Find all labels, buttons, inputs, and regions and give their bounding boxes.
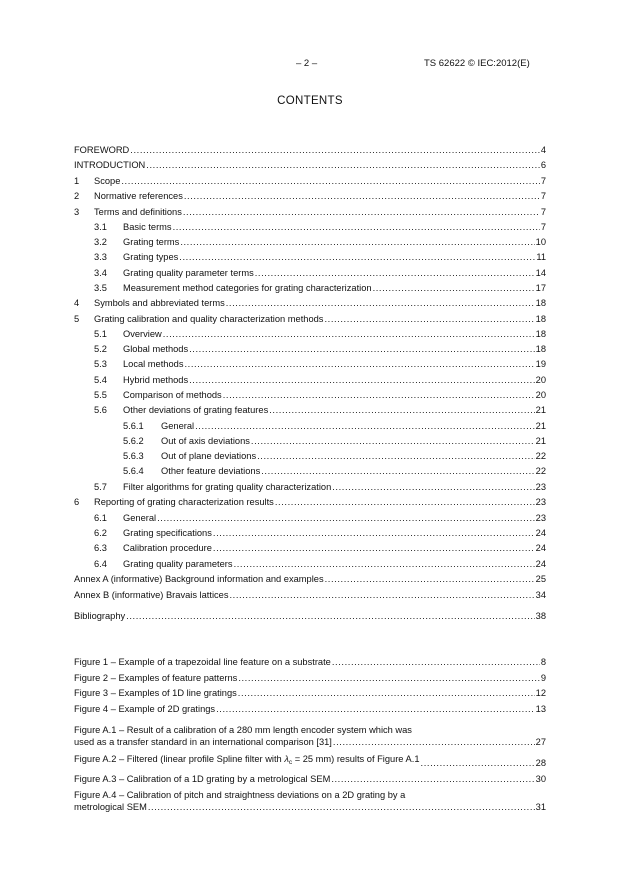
dot-leader xyxy=(226,297,535,309)
toc-entry[interactable] xyxy=(74,204,546,218)
toc-entry-page: 21 xyxy=(535,405,546,415)
toc-entry[interactable] xyxy=(74,280,546,294)
toc-entry-page: 17 xyxy=(535,283,546,293)
toc-entry-label: Grating types xyxy=(123,252,179,262)
toc-entry-page: 8 xyxy=(540,657,546,667)
toc-entry-label: Measurement method categories for grating characterization xyxy=(123,283,372,293)
toc-entry-page: 23 xyxy=(535,497,546,507)
toc-entry-page: 24 xyxy=(535,543,546,553)
dot-leader xyxy=(179,251,535,263)
toc-entry[interactable] xyxy=(74,295,546,309)
toc-entry-page: 22 xyxy=(535,466,546,476)
toc-entry-label: Figure 3 – Examples of 1D line gratings xyxy=(74,688,237,698)
toc-entry-label: Normative references xyxy=(94,191,183,201)
toc-entry-page: 7 xyxy=(540,191,546,201)
dot-leader xyxy=(173,221,540,233)
dot-leader xyxy=(157,512,535,524)
toc-entry-page: 28 xyxy=(535,758,546,768)
toc-entry[interactable] xyxy=(74,188,546,202)
toc-entry-page: 19 xyxy=(535,359,546,369)
toc-entry-label: General xyxy=(161,421,195,431)
dot-leader xyxy=(234,558,535,570)
toc-entry-label: Out of plane deviations xyxy=(161,451,257,461)
toc-entry-page: 24 xyxy=(535,559,546,569)
toc-entry[interactable] xyxy=(74,311,546,325)
toc-entry-page: 24 xyxy=(535,528,546,538)
dot-leader xyxy=(223,389,535,401)
toc-entry-label: Calibration procedure xyxy=(123,543,212,553)
toc-entry-number: 5.6.4 xyxy=(123,466,144,476)
dot-leader xyxy=(332,481,534,493)
toc-entry-page: 20 xyxy=(535,390,546,400)
toc-entry-number: 3.2 xyxy=(94,237,107,247)
dot-leader xyxy=(213,527,535,539)
toc-entry-label: Symbols and abbreviated terms xyxy=(94,298,225,308)
toc-entry-label: Local methods xyxy=(123,359,184,369)
toc-entry-page: 7 xyxy=(540,176,546,186)
toc-entry-page: 31 xyxy=(535,802,546,812)
toc-entry-number: 5.6 xyxy=(94,405,107,415)
toc-entry-label: Out of axis deviations xyxy=(161,436,250,446)
dot-leader xyxy=(189,343,535,355)
dot-leader xyxy=(275,496,535,508)
dot-leader xyxy=(325,573,535,585)
dot-leader xyxy=(195,420,535,432)
toc-entry-label: Overview xyxy=(123,329,162,339)
toc-entry-figure-a3[interactable] xyxy=(74,771,546,785)
toc-entry-page: 4 xyxy=(540,145,546,155)
toc-entry[interactable] xyxy=(74,510,546,524)
toc-entry-number: 1 xyxy=(74,176,80,186)
toc-entry[interactable] xyxy=(74,479,546,493)
toc-entry-page: 12 xyxy=(535,688,546,698)
toc-entry[interactable] xyxy=(74,173,546,187)
toc-entry-label: Hybrid methods xyxy=(123,375,189,385)
toc-entry[interactable] xyxy=(74,249,546,263)
toc-entry-page: 38 xyxy=(535,611,546,621)
toc-entry-page: 18 xyxy=(535,329,546,339)
toc-entry-figure[interactable] xyxy=(74,701,546,715)
toc-entry-page: 23 xyxy=(535,482,546,492)
toc-entry[interactable] xyxy=(74,142,546,156)
toc-entry-number: 3.1 xyxy=(94,222,107,232)
toc-entry-label: Global methods xyxy=(123,344,189,354)
dot-leader xyxy=(261,465,534,477)
toc-entry-figure-a2[interactable] xyxy=(74,755,546,769)
toc-entry-figure[interactable] xyxy=(74,670,546,684)
toc-entry[interactable] xyxy=(74,608,546,622)
toc-entry-number: 3.5 xyxy=(94,283,107,293)
toc-entry-page: 11 xyxy=(536,252,546,262)
toc-entry-page: 7 xyxy=(540,222,546,232)
dot-leader xyxy=(121,175,539,187)
toc-entry-label: Figure A.3 – Calibration of a 1D grating by a metrological SEM xyxy=(74,774,331,784)
toc-entry-figure-a4[interactable] xyxy=(74,789,546,813)
toc-entry[interactable] xyxy=(74,387,546,401)
toc-entry-number: 5.7 xyxy=(94,482,107,492)
toc-entry-label: Annex B (informative) Bravais lattices xyxy=(74,590,229,600)
toc-entry[interactable] xyxy=(74,372,546,386)
dot-leader xyxy=(421,757,535,769)
dot-leader xyxy=(269,404,534,416)
toc-entry-label: Other feature deviations xyxy=(161,466,261,476)
toc-entry-number: 5.2 xyxy=(94,344,107,354)
toc-entry-number: 5 xyxy=(74,314,80,324)
toc-entry-label: FOREWORD xyxy=(74,145,130,155)
toc-entry-label: Figure 1 – Example of a trapezoidal line feature on a substrate xyxy=(74,657,331,667)
toc-entry[interactable] xyxy=(74,326,546,340)
toc-entry-label: Reporting of grating characterization results xyxy=(94,497,274,507)
toc-entry[interactable] xyxy=(74,157,546,171)
dot-leader xyxy=(255,267,535,279)
dot-leader xyxy=(251,435,535,447)
toc-entry-number: 5.1 xyxy=(94,329,107,339)
toc-entry-label: Filter algorithms for grating quality characterization xyxy=(123,482,332,492)
toc-entry-page: 7 xyxy=(540,207,546,217)
toc-entry[interactable] xyxy=(74,402,546,416)
toc-entry-page: 18 xyxy=(535,298,546,308)
dot-leader xyxy=(373,282,535,294)
toc-entry[interactable] xyxy=(74,341,546,355)
dot-leader xyxy=(184,358,534,370)
toc-entry-label: Figure 4 – Example of 2D gratings xyxy=(74,704,216,714)
dot-leader xyxy=(213,542,535,554)
toc-entry[interactable] xyxy=(74,494,546,508)
toc-entry-label: Scope xyxy=(94,176,121,186)
toc-entry-page: 22 xyxy=(535,451,546,461)
toc-entry-number: 6.2 xyxy=(94,528,107,538)
toc-entry-number: 6 xyxy=(74,497,80,507)
dot-leader xyxy=(238,672,540,684)
dot-leader xyxy=(333,736,535,748)
toc-entry-number: 4 xyxy=(74,298,80,308)
toc-entry-page: 25 xyxy=(535,574,546,584)
dot-leader xyxy=(146,159,540,171)
dot-leader xyxy=(230,589,535,601)
toc-entry-page: 21 xyxy=(535,436,546,446)
dot-leader xyxy=(332,656,540,668)
toc-entry-label: Grating calibration and quality characterization methods xyxy=(94,314,324,324)
toc-entry-number: 5.6.3 xyxy=(123,451,144,461)
toc-entry[interactable] xyxy=(74,571,546,585)
toc-entry-label-line2: used as a transfer standard in an international comparison [31] xyxy=(74,737,332,747)
toc-entry-number: 5.3 xyxy=(94,359,107,369)
dot-leader xyxy=(184,190,540,202)
dot-leader xyxy=(183,206,540,218)
toc-entry-page: 9 xyxy=(540,673,546,683)
toc-entry[interactable] xyxy=(74,540,546,554)
toc-entry-page: 20 xyxy=(535,375,546,385)
dot-leader xyxy=(216,703,535,715)
toc-entry-label: Grating quality parameter terms xyxy=(123,268,254,278)
toc-entry[interactable] xyxy=(74,356,546,370)
dot-leader xyxy=(180,236,534,248)
toc-entry-label: Terms and definitions xyxy=(94,207,182,217)
toc-entry-label: Annex A (informative) Background information and examples xyxy=(74,574,324,584)
toc-entry[interactable] xyxy=(74,525,546,539)
toc-entry-figure[interactable] xyxy=(74,685,546,699)
dot-leader xyxy=(130,144,540,156)
toc-entry-page: 14 xyxy=(535,268,546,278)
toc-entry-label: INTRODUCTION xyxy=(74,160,146,170)
toc-entry[interactable] xyxy=(74,587,546,601)
toc-entry[interactable] xyxy=(74,433,546,447)
toc-entry-page: 30 xyxy=(535,774,546,784)
toc-entry-page: 18 xyxy=(535,314,546,324)
toc-entry-number: 5.6.1 xyxy=(123,421,144,431)
dot-leader xyxy=(148,801,535,813)
toc-entry-label: Figure 2 – Examples of feature patterns xyxy=(74,673,238,683)
toc-entry-label: Grating terms xyxy=(123,237,180,247)
toc-entry[interactable] xyxy=(74,219,546,233)
toc-entry-number: 3.4 xyxy=(94,268,107,278)
toc-entry-page: 23 xyxy=(535,513,546,523)
toc-entry[interactable] xyxy=(74,448,546,462)
toc-entry-label: Grating specifications xyxy=(123,528,212,538)
toc-entry-label-line1: Figure A.1 – Result of a calibration of a 280 mm length encoder system which was xyxy=(74,725,412,735)
dot-leader xyxy=(331,773,534,785)
dot-leader xyxy=(324,313,534,325)
toc-entry-label: Bibliography xyxy=(74,611,126,621)
toc-entry[interactable] xyxy=(74,234,546,248)
toc-entry-page: 27 xyxy=(535,737,546,747)
toc-entry[interactable] xyxy=(74,463,546,477)
toc-entry-page: 10 xyxy=(535,237,546,247)
dot-leader xyxy=(189,374,535,386)
toc-entry-number: 6.4 xyxy=(94,559,107,569)
contents-title: CONTENTS xyxy=(277,95,343,107)
toc-entry-number: 5.6.2 xyxy=(123,436,144,446)
toc-entry-label-line2: metrological SEM xyxy=(74,802,147,812)
toc-entry-figure-a1[interactable] xyxy=(74,724,546,748)
toc-entry-label-line1: Figure A.4 – Calibration of pitch and straightness deviations on a 2D grating by a xyxy=(74,790,406,800)
toc-entry-label: Other deviations of grating features xyxy=(123,405,269,415)
dot-leader xyxy=(257,450,535,462)
toc-entry-label: Comparison of methods xyxy=(123,390,222,400)
standard-reference: TS 62622 © IEC:2012(E) xyxy=(424,58,530,69)
toc-entry-page: 18 xyxy=(535,344,546,354)
toc-entry-number: 3.3 xyxy=(94,252,107,262)
toc-entry[interactable] xyxy=(74,556,546,570)
toc-entry[interactable] xyxy=(74,265,546,279)
page-number: – 2 – xyxy=(296,58,318,69)
dot-leader xyxy=(126,610,534,622)
toc-entry-label: Basic terms xyxy=(123,222,172,232)
toc-entry-number: 6.1 xyxy=(94,513,107,523)
dot-leader xyxy=(163,328,535,340)
toc-entry-number: 6.3 xyxy=(94,543,107,553)
toc-entry-label: Grating quality parameters xyxy=(123,559,233,569)
page-header xyxy=(0,58,620,74)
toc-entry-label: General xyxy=(123,513,157,523)
toc-entry-figure[interactable] xyxy=(74,654,546,668)
toc-entry-number: 2 xyxy=(74,191,80,201)
toc-entry-number: 3 xyxy=(74,207,80,217)
toc-entry-label: Figure A.2 – Filtered (linear profile Spline filter with $\lambda_c = 25$ mm) results of Figure A.1 xyxy=(74,754,420,766)
toc-entry-page: 34 xyxy=(535,590,546,600)
toc-entry-page: 21 xyxy=(535,421,546,431)
dot-leader xyxy=(238,687,535,699)
toc-entry-page: 13 xyxy=(535,704,546,714)
toc-entry[interactable] xyxy=(74,418,546,432)
toc-entry-number: 5.4 xyxy=(94,375,107,385)
toc-entry-number: 5.5 xyxy=(94,390,107,400)
toc-entry-page: 6 xyxy=(540,160,546,170)
